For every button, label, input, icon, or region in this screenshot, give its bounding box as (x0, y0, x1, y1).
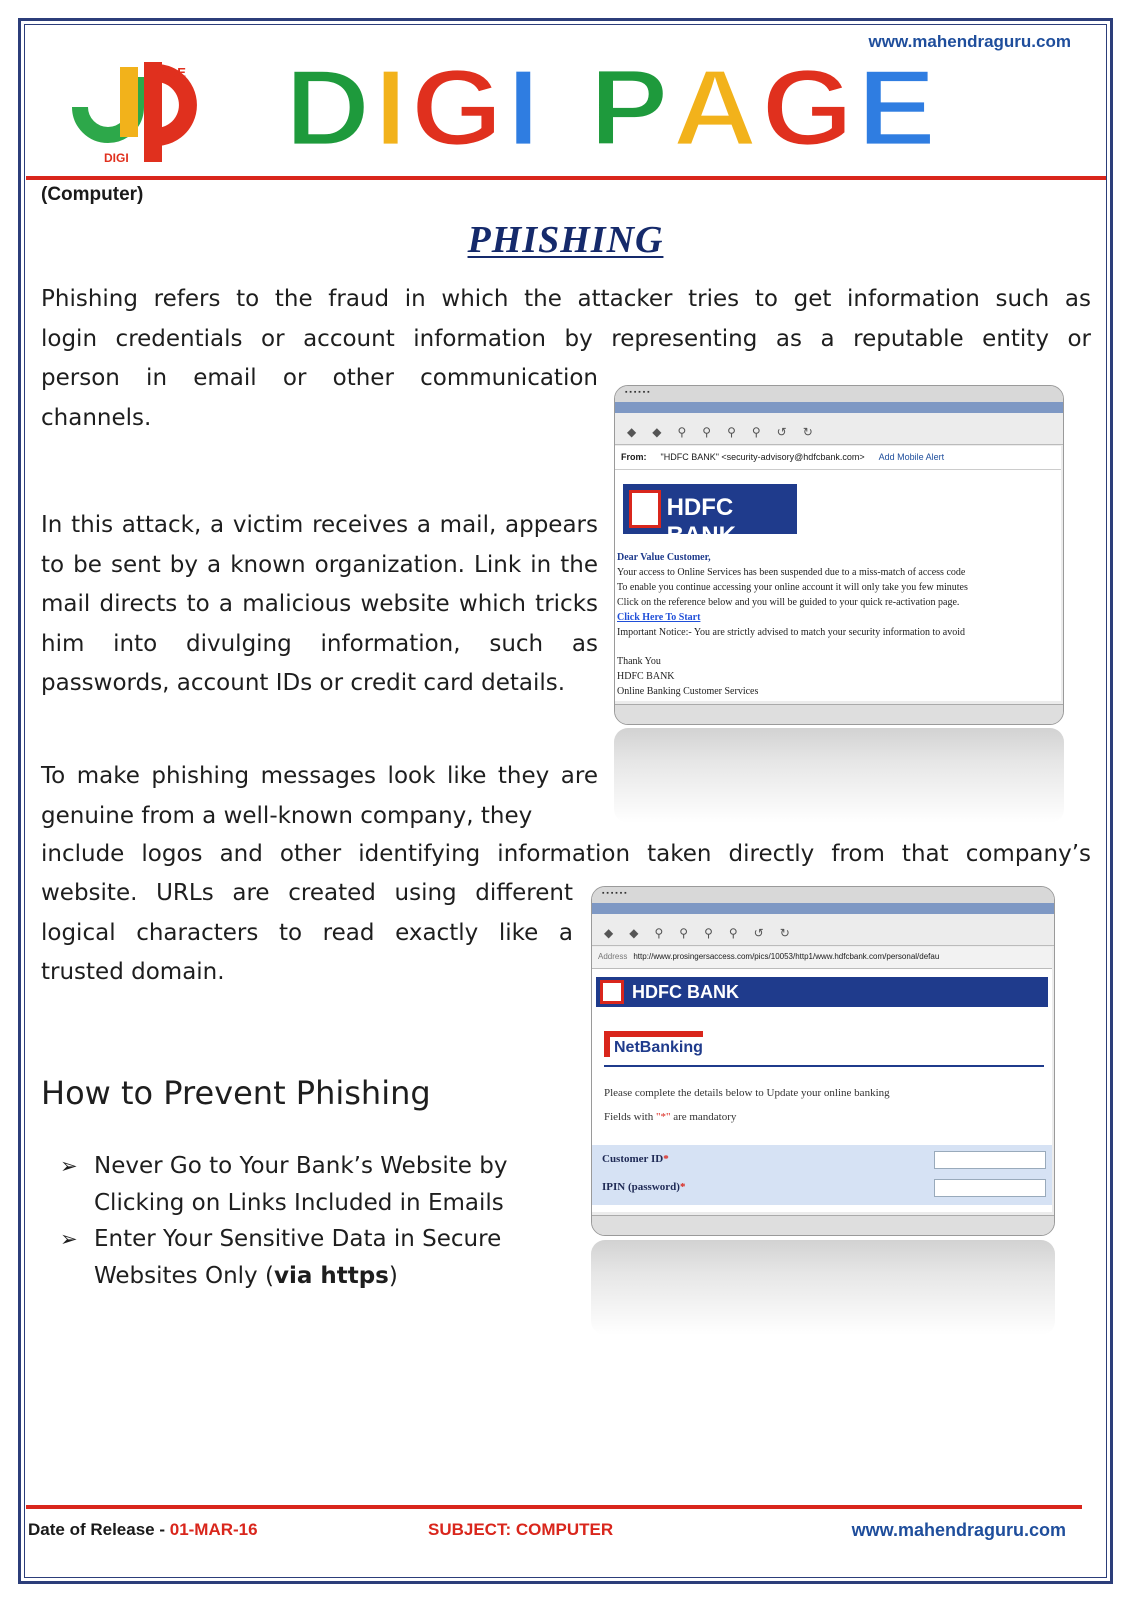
footer-divider (26, 1505, 1082, 1509)
para3-part1: To make phishing messages look like they are genuine from a well-known company, they (41, 763, 598, 829)
zoom-fit-icon: ⚲ (728, 926, 738, 940)
footer-subject: SUBJECT: COMPUTER (428, 1520, 614, 1539)
netbanking-divider (604, 1065, 1044, 1067)
bullet-text-2 (94, 1221, 560, 1294)
hdfc-mark-icon (629, 490, 661, 528)
screenshot2-reflection (591, 1240, 1055, 1335)
email-sign1: HDFC BANK (617, 671, 675, 682)
email-greeting: Dear Value Customer, (617, 552, 711, 563)
required-mark: * (679, 1181, 686, 1193)
banner-letter-g: G (411, 47, 507, 169)
para1-rest: person in email or other communication channels. (41, 365, 598, 431)
header-site-url[interactable]: www.mahendraguru.com (868, 32, 1071, 51)
hdfc-banner (596, 977, 1048, 1007)
zoom-fit-icon: ⚲ (751, 425, 761, 439)
hdfc-logo (623, 484, 797, 549)
email-from-label: From: (621, 452, 647, 462)
rotate-left-icon: ↺ (776, 425, 787, 439)
zoom-in-icon: ⚲ (677, 425, 687, 439)
rotate-right-icon: ↻ (779, 926, 790, 940)
address-url[interactable]: http://www.prosingersaccess.com/pics/10053/http1/www.hdfcbank.com/personal/defau (633, 952, 940, 961)
zoom-out-icon: ⚲ (702, 425, 712, 439)
ipin-label-text: IPIN (password) (602, 1181, 680, 1193)
zoom-in-icon: ⚲ (654, 926, 664, 940)
mandatory-note (604, 1105, 890, 1129)
netbanking-heading: NetBanking (604, 1031, 703, 1057)
prevent-heading: How to Prevent Phishing (41, 1074, 431, 1112)
email-line1: Your access to Online Services has been suspended due to a miss-match of access code (617, 567, 966, 578)
screenshot1-titlebar (615, 402, 1063, 413)
para3-full-line: include logos and other identifying information taken directly from that company’s (41, 841, 1091, 867)
arrow-bullet-icon: ➢ (60, 1154, 78, 1178)
screenshot2-taskbar (592, 1215, 1054, 1235)
para1-line2: login credentials or account information by representing as a reputable entity or (41, 326, 1091, 352)
para1-line1: Phishing refers to the fraud in which the attacker tries to get information such as (41, 286, 1091, 312)
forward-icon: ◆ (652, 425, 662, 439)
footer-site-url[interactable]: www.mahendraguru.com (851, 1520, 1066, 1540)
bullet-text-2-prefix: Enter Your Sensitive Data in Secure Websites Only ( (94, 1226, 502, 1289)
banner-letter-a: A (672, 47, 762, 169)
zoom-normal-icon: ⚲ (727, 425, 736, 439)
bullet-text-2-bold: via https (273, 1262, 389, 1289)
email-line3: Click on the reference below and you will be guided to your quick re-activation page. (617, 597, 960, 608)
screenshot1-toolbar (615, 423, 1063, 445)
category-label: (Computer) (41, 184, 144, 205)
email-sign2: Online Banking Customer Services (617, 686, 759, 697)
banner-letter-e: E (857, 47, 941, 169)
banner-letter-d: D (285, 47, 375, 169)
screenshot2-titlebar (592, 903, 1054, 914)
rotate-right-icon: ↻ (802, 425, 813, 439)
banner-letter-g2: G (761, 47, 858, 169)
email-from-row (615, 446, 1061, 470)
mandatory-note-suffix: are mandatory (673, 1111, 737, 1123)
forward-icon: ◆ (629, 926, 639, 940)
zoom-out-icon: ⚲ (679, 926, 689, 940)
customer-id-label-text: Customer ID (602, 1153, 664, 1165)
para2: In this attack, a victim receives a mail, appears to be sent by a known organization. Link in the mail directs to a malicious website which tricks him into divulging information, such as passwords, account IDs or credit card details. (41, 512, 598, 696)
screenshot2-browser-body (592, 947, 1052, 1212)
logo-page-text: PAGE (150, 65, 186, 80)
rotate-left-icon: ↺ (753, 926, 764, 940)
back-icon: ◆ (627, 425, 637, 439)
email-phishing-link[interactable]: Click Here To Start (617, 612, 701, 623)
list-item (60, 1221, 560, 1294)
ipin-input[interactable] (934, 1179, 1046, 1197)
release-label: Date of Release - (28, 1520, 170, 1539)
page-title: PHISHING (467, 219, 664, 261)
hdfc-logo-text: HDFC BANK (666, 494, 736, 549)
digipage-logo (60, 62, 230, 172)
logo-digi-text: DIGI (104, 151, 129, 165)
banner-letter-i2: I (506, 47, 544, 169)
required-mark: * (663, 1153, 669, 1165)
phishing-email-screenshot (614, 385, 1064, 725)
screenshot2-toolbar (592, 924, 1054, 946)
header-divider (26, 176, 1106, 180)
release-date (28, 1520, 258, 1540)
fake-netbanking-screenshot (591, 886, 1055, 1236)
netbanking-instructions (604, 1081, 890, 1129)
mandatory-note-mark: "*" (655, 1111, 671, 1123)
back-icon: ◆ (604, 926, 614, 940)
logo-stem (120, 67, 138, 137)
digi-page-banner (285, 47, 941, 169)
screenshot2-system-bar: ▪ ▪ ▪ ▪ ▪ ▪ (592, 887, 1054, 903)
banner-letter-p: P (589, 47, 673, 169)
screenshot2-menubar (592, 914, 1054, 924)
arrow-bullet-icon: ➢ (60, 1227, 78, 1251)
hdfc-mark-icon (600, 980, 624, 1004)
release-date-value: 01-MAR-16 (169, 1520, 258, 1539)
email-notice: Important Notice:- You are strictly advised to match your security information to avoid (617, 627, 965, 638)
customer-id-input[interactable] (934, 1151, 1046, 1169)
add-mobile-alert-link: Add Mobile Alert (878, 452, 945, 462)
mandatory-note-prefix: Fields with (604, 1111, 654, 1123)
zoom-normal-icon: ⚲ (704, 926, 713, 940)
screenshot1-reflection (614, 728, 1064, 823)
email-line2: To enable you continue accessing your online account it will only take you few minutes (617, 582, 968, 593)
screenshot1-menubar (615, 413, 1063, 423)
hdfc-banner-text: HDFC BANK (632, 982, 739, 1002)
prevent-list (60, 1148, 560, 1294)
email-message (615, 550, 1061, 699)
screenshot1-system-bar: ▪ ▪ ▪ ▪ ▪ ▪ (615, 386, 1063, 402)
customer-id-label (602, 1153, 669, 1165)
email-from-value: "HDFC BANK" <security-advisory@hdfcbank.com> (660, 452, 865, 462)
login-form (592, 1145, 1052, 1205)
email-thanks: Thank You (617, 656, 661, 667)
address-label: Address (598, 952, 628, 961)
screenshot1-taskbar (615, 704, 1063, 724)
address-bar (592, 947, 1052, 969)
list-item (60, 1148, 560, 1221)
para3-part2: website. URLs are created using different logical characters to read exactly like a trusted domain. (41, 880, 573, 985)
bullet-text-1: Never Go to Your Bank’s Website by Clicking on Links Included in Emails (94, 1153, 508, 1216)
screenshot1-email-body (615, 446, 1061, 701)
bullet-text-2-suffix: ) (388, 1262, 398, 1289)
instruction-text: Please complete the details below to Update your online banking (604, 1087, 890, 1099)
ipin-label (602, 1181, 685, 1193)
banner-letter-i: I (374, 47, 412, 169)
